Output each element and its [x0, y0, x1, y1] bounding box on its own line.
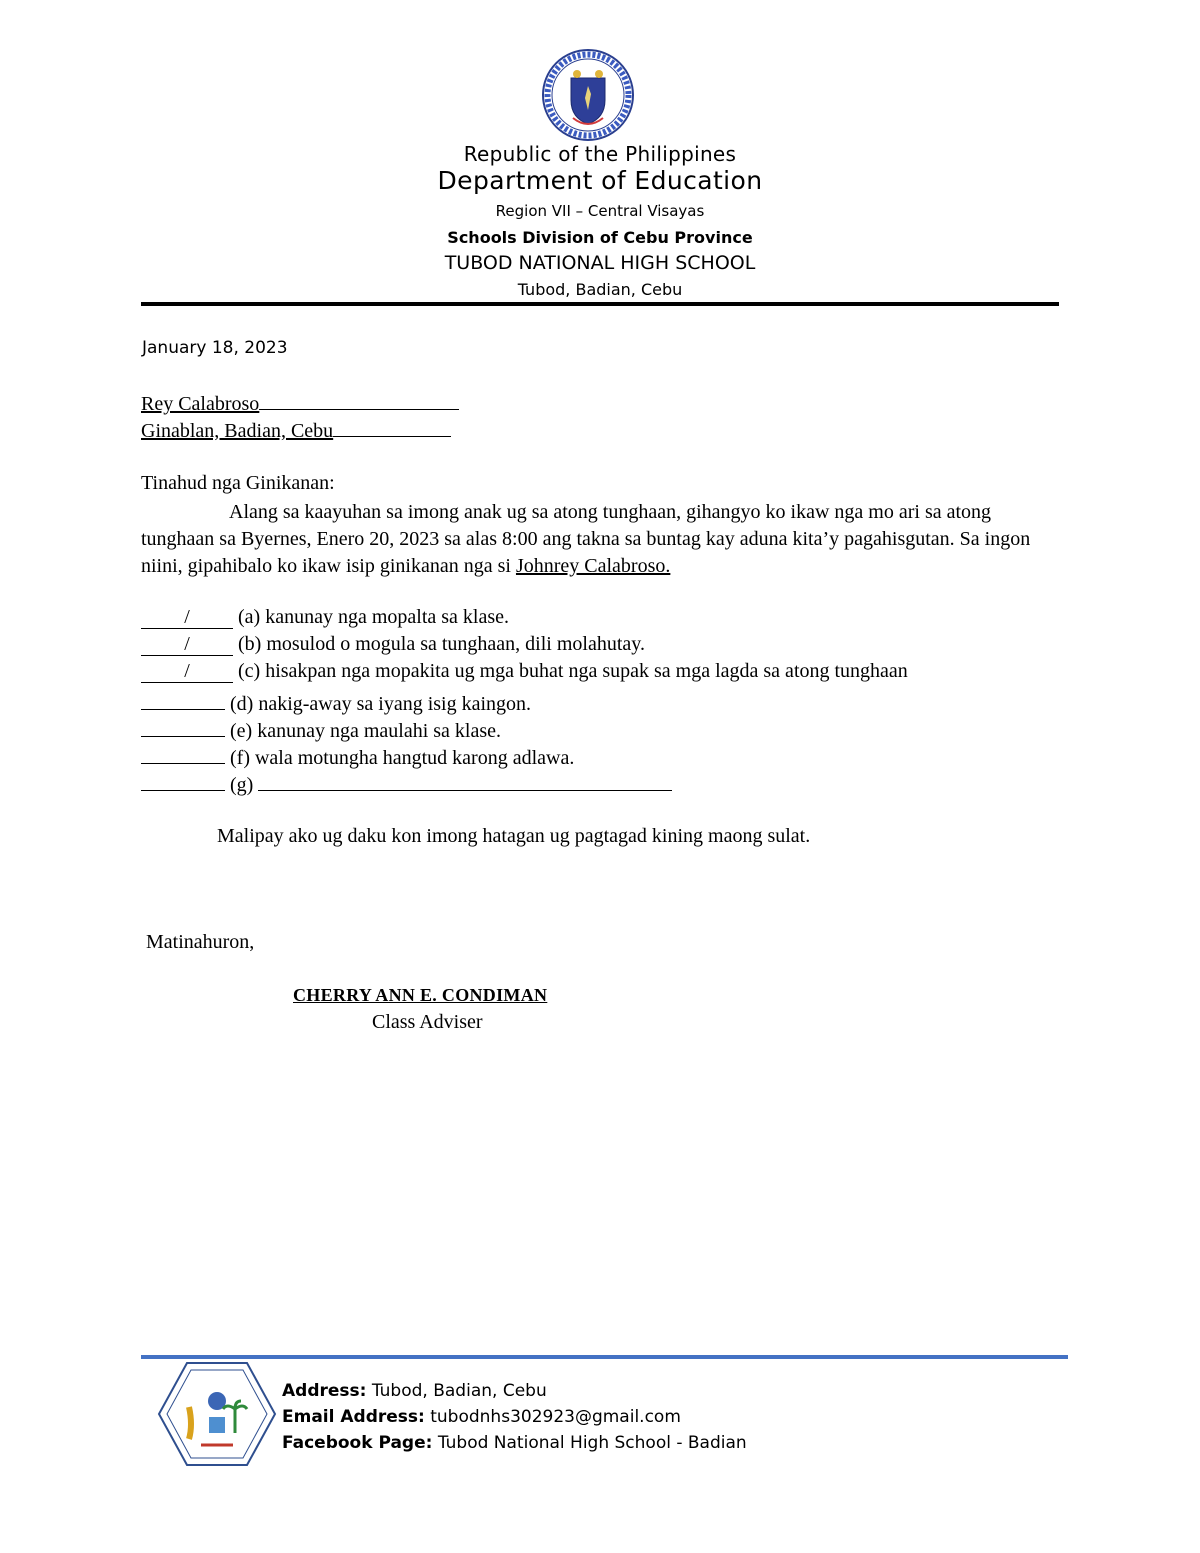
footer-facebook [282, 1433, 747, 1453]
check-mark [141, 741, 225, 764]
deped-seal-icon [541, 48, 635, 142]
checklist-text: (d) nakig-away sa iyang isig kaingon. [230, 693, 532, 715]
school-heading: TUBOD NATIONAL HIGH SCHOOL [444, 252, 756, 274]
complimentary-close: Matinahuron, [146, 931, 255, 953]
footer-email-label: Email Address: [282, 1407, 425, 1427]
checklist-item [141, 606, 509, 629]
footer-address-label: Address: [282, 1381, 367, 1401]
checklist-item [141, 741, 574, 770]
footer-facebook-label: Facebook Page: [282, 1433, 433, 1453]
checklist-text: (b) mosulod o mogula sa tunghaan, dili molahutay. [238, 633, 645, 655]
check-mark: / [141, 606, 233, 629]
letter-paragraph [141, 499, 1051, 580]
checklist-item [141, 660, 908, 683]
checklist-text: (e) kanunay nga maulahi sa klase. [230, 720, 502, 742]
footer-divider [141, 1355, 1068, 1359]
paragraph-text: Alang sa kaayuhan sa imong anak ug sa atong tunghaan, gihangyo ko ikaw nga mo ari sa atong tunghaan sa Byernes, Enero 20, 2023 sa alas 8:00 ang takna sa buntag kay aduna kita’y pagahisgutan. Sa ingon niini, gipahibalo ko ikaw isip ginikanan nga si [141, 501, 1031, 577]
footer-email [282, 1407, 681, 1427]
recipient-address-line [141, 418, 451, 443]
school-logo-icon [157, 1361, 277, 1467]
republic-heading: Republic of the Philippines [463, 142, 737, 166]
blank-line [333, 418, 451, 437]
footer-email-value: tubodnhs302923@gmail.com [430, 1407, 681, 1427]
letter-date: January 18, 2023 [142, 338, 288, 358]
check-mark: / [141, 660, 233, 683]
checklist-item [141, 633, 645, 656]
checklist-item [141, 687, 531, 716]
recipient-name-line [141, 391, 459, 416]
blank-line [259, 391, 459, 410]
check-mark [141, 687, 225, 710]
student-name: Johnrey Calabroso. [515, 555, 671, 577]
closing-sentence: Malipay ako ug daku kon imong hatagan ug pagtagad kining maong sulat. [217, 825, 811, 847]
check-mark: / [141, 633, 233, 656]
footer-address-value: Tubod, Badian, Cebu [371, 1381, 547, 1401]
checklist-item [141, 768, 672, 797]
recipient-name: Rey Calabroso [141, 393, 260, 415]
checklist-text: (g) [230, 774, 254, 796]
town-heading: Tubod, Badian, Cebu [517, 280, 683, 299]
division-heading: Schools Division of Cebu Province [447, 228, 753, 247]
header-divider [141, 302, 1059, 306]
footer-address [282, 1381, 547, 1401]
check-mark [141, 768, 225, 791]
signer-position: Class Adviser [372, 1011, 483, 1033]
blank-line [258, 772, 672, 791]
recipient-address: Ginablan, Badian, Cebu [141, 420, 334, 442]
checklist-text: (f) wala motungha hangtud karong adlawa. [230, 747, 575, 769]
checklist-text: (a) kanunay nga mopalta sa klase. [238, 606, 510, 628]
checklist-item [141, 714, 501, 743]
check-mark [141, 714, 225, 737]
footer-facebook-value: Tubod National High School - Badian [437, 1433, 747, 1453]
checklist-text: (c) hisakpan nga mopakita ug mga buhat nga supak sa mga lagda sa atong tunghaan [238, 660, 908, 682]
department-heading: Department of Education [437, 166, 763, 195]
region-heading: Region VII – Central Visayas [495, 202, 705, 220]
signer-name: CHERRY ANN E. CONDIMAN [293, 985, 548, 1005]
salutation: Tinahud nga Ginikanan: [141, 472, 335, 494]
